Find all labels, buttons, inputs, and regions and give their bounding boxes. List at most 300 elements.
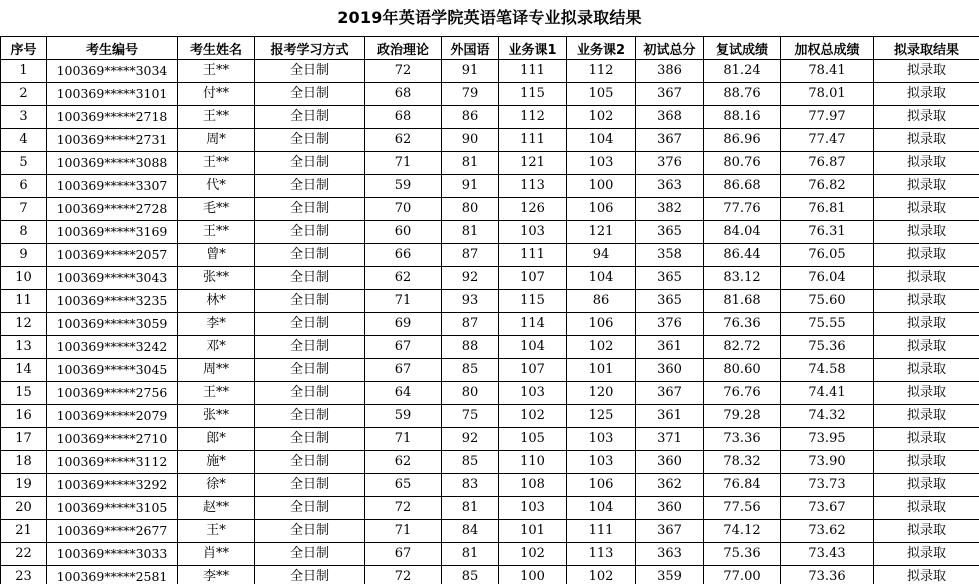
cell-politics: 67 — [365, 543, 442, 566]
cell-candidate-id: 100369*****3043 — [47, 267, 178, 290]
cell-foreign-language: 75 — [442, 405, 499, 428]
cell-candidate-id: 100369*****3034 — [47, 60, 178, 83]
cell-index: 11 — [1, 290, 47, 313]
cell-prelim-total: 386 — [636, 60, 704, 83]
cell-weighted-total: 75.36 — [781, 336, 874, 359]
cell-prelim-total: 367 — [636, 129, 704, 152]
cell-name: 徐* — [178, 474, 255, 497]
cell-prelim-total: 361 — [636, 336, 704, 359]
cell-study-mode: 全日制 — [255, 382, 365, 405]
cell-weighted-total: 74.58 — [781, 359, 874, 382]
cell-foreign-language: 90 — [442, 129, 499, 152]
cell-retest-score: 78.32 — [704, 451, 781, 474]
cell-study-mode: 全日制 — [255, 405, 365, 428]
table-row — [1, 129, 979, 152]
cell-course-1: 121 — [499, 152, 567, 175]
cell-foreign-language: 92 — [442, 267, 499, 290]
cell-foreign-language: 88 — [442, 336, 499, 359]
cell-candidate-id: 100369*****2710 — [47, 428, 178, 451]
cell-study-mode: 全日制 — [255, 221, 365, 244]
cell-foreign-language: 80 — [442, 198, 499, 221]
cell-foreign-language: 85 — [442, 566, 499, 584]
cell-result: 拟录取 — [874, 290, 979, 313]
cell-foreign-language: 80 — [442, 382, 499, 405]
cell-name: 王* — [178, 520, 255, 543]
cell-result: 拟录取 — [874, 221, 979, 244]
cell-course-2: 86 — [567, 290, 636, 313]
cell-retest-score: 73.36 — [704, 428, 781, 451]
cell-weighted-total: 73.73 — [781, 474, 874, 497]
cell-index: 6 — [1, 175, 47, 198]
table-header — [1, 37, 979, 60]
cell-course-1: 115 — [499, 290, 567, 313]
cell-retest-score: 77.00 — [704, 566, 781, 584]
table-row — [1, 152, 979, 175]
cell-weighted-total: 75.55 — [781, 313, 874, 336]
cell-prelim-total: 367 — [636, 83, 704, 106]
cell-weighted-total: 77.47 — [781, 129, 874, 152]
cell-index: 7 — [1, 198, 47, 221]
cell-index: 4 — [1, 129, 47, 152]
cell-index: 15 — [1, 382, 47, 405]
cell-candidate-id: 100369*****3235 — [47, 290, 178, 313]
header-row — [1, 37, 979, 60]
cell-course-1: 111 — [499, 129, 567, 152]
cell-name: 施* — [178, 451, 255, 474]
cell-weighted-total: 78.01 — [781, 83, 874, 106]
cell-course-1: 113 — [499, 175, 567, 198]
cell-foreign-language: 85 — [442, 451, 499, 474]
col-header-candidate-id: 考生编号 — [47, 37, 178, 60]
cell-index: 10 — [1, 267, 47, 290]
cell-prelim-total: 359 — [636, 566, 704, 584]
cell-course-2: 106 — [567, 313, 636, 336]
cell-politics: 70 — [365, 198, 442, 221]
cell-politics: 71 — [365, 428, 442, 451]
cell-politics: 59 — [365, 405, 442, 428]
col-header-weighted-total: 加权总成绩 — [781, 37, 874, 60]
cell-prelim-total: 368 — [636, 106, 704, 129]
cell-course-2: 101 — [567, 359, 636, 382]
cell-course-2: 103 — [567, 428, 636, 451]
cell-politics: 72 — [365, 497, 442, 520]
cell-candidate-id: 100369*****2728 — [47, 198, 178, 221]
cell-course-2: 102 — [567, 336, 636, 359]
cell-candidate-id: 100369*****3045 — [47, 359, 178, 382]
cell-course-1: 111 — [499, 244, 567, 267]
cell-weighted-total: 74.32 — [781, 405, 874, 428]
cell-foreign-language: 85 — [442, 359, 499, 382]
cell-index: 20 — [1, 497, 47, 520]
col-header-foreign-language: 外国语 — [442, 37, 499, 60]
cell-retest-score: 88.76 — [704, 83, 781, 106]
cell-result: 拟录取 — [874, 359, 979, 382]
cell-retest-score: 81.24 — [704, 60, 781, 83]
col-header-name: 考生姓名 — [178, 37, 255, 60]
table-row — [1, 336, 979, 359]
cell-course-2: 106 — [567, 198, 636, 221]
cell-study-mode: 全日制 — [255, 451, 365, 474]
cell-course-2: 112 — [567, 60, 636, 83]
cell-course-2: 125 — [567, 405, 636, 428]
cell-name: 肖** — [178, 543, 255, 566]
cell-retest-score: 82.72 — [704, 336, 781, 359]
cell-retest-score: 77.76 — [704, 198, 781, 221]
cell-weighted-total: 76.81 — [781, 198, 874, 221]
cell-retest-score: 75.36 — [704, 543, 781, 566]
cell-foreign-language: 84 — [442, 520, 499, 543]
cell-study-mode: 全日制 — [255, 336, 365, 359]
cell-study-mode: 全日制 — [255, 359, 365, 382]
col-header-course-1: 业务课1 — [499, 37, 567, 60]
cell-retest-score: 77.56 — [704, 497, 781, 520]
cell-prelim-total: 362 — [636, 474, 704, 497]
cell-study-mode: 全日制 — [255, 175, 365, 198]
cell-politics: 66 — [365, 244, 442, 267]
cell-foreign-language: 91 — [442, 175, 499, 198]
cell-study-mode: 全日制 — [255, 313, 365, 336]
cell-index: 14 — [1, 359, 47, 382]
cell-candidate-id: 100369*****3088 — [47, 152, 178, 175]
table-row — [1, 244, 979, 267]
table-row — [1, 543, 979, 566]
cell-course-1: 104 — [499, 336, 567, 359]
cell-prelim-total: 358 — [636, 244, 704, 267]
cell-name: 邓* — [178, 336, 255, 359]
cell-prelim-total: 363 — [636, 543, 704, 566]
cell-study-mode: 全日制 — [255, 428, 365, 451]
cell-course-1: 107 — [499, 359, 567, 382]
cell-index: 16 — [1, 405, 47, 428]
cell-prelim-total: 363 — [636, 175, 704, 198]
cell-politics: 71 — [365, 152, 442, 175]
cell-name: 张** — [178, 405, 255, 428]
cell-prelim-total: 376 — [636, 313, 704, 336]
cell-prelim-total: 360 — [636, 451, 704, 474]
cell-study-mode: 全日制 — [255, 244, 365, 267]
cell-name: 周* — [178, 129, 255, 152]
cell-foreign-language: 81 — [442, 152, 499, 175]
cell-prelim-total: 367 — [636, 520, 704, 543]
cell-politics: 67 — [365, 359, 442, 382]
cell-name: 代* — [178, 175, 255, 198]
cell-course-2: 106 — [567, 474, 636, 497]
table-row — [1, 313, 979, 336]
cell-index: 9 — [1, 244, 47, 267]
cell-weighted-total: 76.05 — [781, 244, 874, 267]
cell-retest-score: 76.36 — [704, 313, 781, 336]
cell-index: 23 — [1, 566, 47, 584]
table-row — [1, 359, 979, 382]
cell-result: 拟录取 — [874, 474, 979, 497]
cell-prelim-total: 376 — [636, 152, 704, 175]
cell-candidate-id: 100369*****3059 — [47, 313, 178, 336]
cell-prelim-total: 382 — [636, 198, 704, 221]
cell-result: 拟录取 — [874, 336, 979, 359]
cell-course-2: 103 — [567, 152, 636, 175]
cell-name: 林* — [178, 290, 255, 313]
cell-course-1: 110 — [499, 451, 567, 474]
cell-result: 拟录取 — [874, 566, 979, 584]
cell-candidate-id: 100369*****2581 — [47, 566, 178, 584]
cell-index: 17 — [1, 428, 47, 451]
table-row — [1, 221, 979, 244]
table-row — [1, 60, 979, 83]
cell-index: 21 — [1, 520, 47, 543]
cell-candidate-id: 100369*****3101 — [47, 83, 178, 106]
cell-foreign-language: 87 — [442, 313, 499, 336]
cell-course-1: 108 — [499, 474, 567, 497]
cell-politics: 62 — [365, 267, 442, 290]
cell-weighted-total: 73.62 — [781, 520, 874, 543]
cell-name: 赵** — [178, 497, 255, 520]
col-header-index: 序号 — [1, 37, 47, 60]
cell-candidate-id: 100369*****2677 — [47, 520, 178, 543]
cell-course-2: 104 — [567, 497, 636, 520]
cell-prelim-total: 371 — [636, 428, 704, 451]
cell-course-1: 103 — [499, 382, 567, 405]
cell-result: 拟录取 — [874, 451, 979, 474]
cell-retest-score: 79.28 — [704, 405, 781, 428]
cell-course-2: 120 — [567, 382, 636, 405]
cell-foreign-language: 81 — [442, 543, 499, 566]
cell-weighted-total: 76.04 — [781, 267, 874, 290]
cell-politics: 62 — [365, 451, 442, 474]
cell-course-1: 102 — [499, 405, 567, 428]
cell-name: 王** — [178, 221, 255, 244]
cell-name: 周** — [178, 359, 255, 382]
cell-candidate-id: 100369*****3112 — [47, 451, 178, 474]
cell-retest-score: 83.12 — [704, 267, 781, 290]
cell-course-1: 111 — [499, 60, 567, 83]
table-row — [1, 520, 979, 543]
cell-index: 2 — [1, 83, 47, 106]
cell-course-1: 103 — [499, 497, 567, 520]
cell-prelim-total: 365 — [636, 267, 704, 290]
cell-result: 拟录取 — [874, 175, 979, 198]
cell-course-1: 126 — [499, 198, 567, 221]
cell-candidate-id: 100369*****3169 — [47, 221, 178, 244]
cell-retest-score: 86.44 — [704, 244, 781, 267]
cell-retest-score: 76.84 — [704, 474, 781, 497]
cell-study-mode: 全日制 — [255, 60, 365, 83]
cell-study-mode: 全日制 — [255, 566, 365, 584]
cell-name: 李* — [178, 313, 255, 336]
cell-weighted-total: 76.87 — [781, 152, 874, 175]
cell-name: 曾* — [178, 244, 255, 267]
admission-results-table — [0, 36, 979, 584]
cell-candidate-id: 100369*****3033 — [47, 543, 178, 566]
cell-course-1: 112 — [499, 106, 567, 129]
cell-politics: 67 — [365, 336, 442, 359]
cell-course-1: 101 — [499, 520, 567, 543]
cell-politics: 65 — [365, 474, 442, 497]
cell-index: 19 — [1, 474, 47, 497]
cell-weighted-total: 76.31 — [781, 221, 874, 244]
cell-weighted-total: 76.82 — [781, 175, 874, 198]
cell-retest-score: 76.76 — [704, 382, 781, 405]
table-row — [1, 267, 979, 290]
cell-retest-score: 88.16 — [704, 106, 781, 129]
cell-index: 8 — [1, 221, 47, 244]
cell-politics: 62 — [365, 129, 442, 152]
table-row — [1, 198, 979, 221]
cell-foreign-language: 87 — [442, 244, 499, 267]
cell-foreign-language: 79 — [442, 83, 499, 106]
cell-weighted-total: 73.36 — [781, 566, 874, 584]
cell-foreign-language: 83 — [442, 474, 499, 497]
cell-course-2: 113 — [567, 543, 636, 566]
cell-course-2: 102 — [567, 566, 636, 584]
table-row — [1, 106, 979, 129]
cell-prelim-total: 360 — [636, 359, 704, 382]
cell-name: 王** — [178, 60, 255, 83]
table-row — [1, 451, 979, 474]
cell-weighted-total: 75.60 — [781, 290, 874, 313]
cell-study-mode: 全日制 — [255, 543, 365, 566]
cell-index: 12 — [1, 313, 47, 336]
cell-candidate-id: 100369*****2718 — [47, 106, 178, 129]
cell-index: 13 — [1, 336, 47, 359]
cell-name: 李** — [178, 566, 255, 584]
cell-result: 拟录取 — [874, 83, 979, 106]
cell-prelim-total: 367 — [636, 382, 704, 405]
cell-result: 拟录取 — [874, 129, 979, 152]
table-row — [1, 290, 979, 313]
cell-candidate-id: 100369*****2057 — [47, 244, 178, 267]
cell-course-2: 94 — [567, 244, 636, 267]
col-header-politics: 政治理论 — [365, 37, 442, 60]
cell-study-mode: 全日制 — [255, 474, 365, 497]
cell-candidate-id: 100369*****3242 — [47, 336, 178, 359]
cell-prelim-total: 361 — [636, 405, 704, 428]
cell-politics: 71 — [365, 520, 442, 543]
cell-index: 3 — [1, 106, 47, 129]
cell-politics: 72 — [365, 60, 442, 83]
cell-retest-score: 86.68 — [704, 175, 781, 198]
cell-foreign-language: 92 — [442, 428, 499, 451]
cell-study-mode: 全日制 — [255, 267, 365, 290]
cell-candidate-id: 100369*****2079 — [47, 405, 178, 428]
cell-study-mode: 全日制 — [255, 290, 365, 313]
cell-name: 王** — [178, 152, 255, 175]
cell-index: 18 — [1, 451, 47, 474]
cell-politics: 68 — [365, 106, 442, 129]
cell-course-2: 111 — [567, 520, 636, 543]
cell-politics: 60 — [365, 221, 442, 244]
cell-index: 22 — [1, 543, 47, 566]
cell-course-1: 114 — [499, 313, 567, 336]
cell-course-1: 105 — [499, 428, 567, 451]
cell-study-mode: 全日制 — [255, 83, 365, 106]
cell-foreign-language: 93 — [442, 290, 499, 313]
cell-foreign-language: 81 — [442, 497, 499, 520]
cell-course-1: 103 — [499, 221, 567, 244]
cell-result: 拟录取 — [874, 520, 979, 543]
cell-result: 拟录取 — [874, 405, 979, 428]
cell-foreign-language: 81 — [442, 221, 499, 244]
table-row — [1, 474, 979, 497]
cell-course-1: 107 — [499, 267, 567, 290]
cell-study-mode: 全日制 — [255, 106, 365, 129]
cell-prelim-total: 365 — [636, 221, 704, 244]
cell-candidate-id: 100369*****2756 — [47, 382, 178, 405]
cell-weighted-total: 78.41 — [781, 60, 874, 83]
table-row — [1, 175, 979, 198]
cell-retest-score: 81.68 — [704, 290, 781, 313]
table-row — [1, 428, 979, 451]
cell-course-1: 115 — [499, 83, 567, 106]
cell-course-2: 103 — [567, 451, 636, 474]
cell-retest-score: 74.12 — [704, 520, 781, 543]
cell-result: 拟录取 — [874, 198, 979, 221]
cell-name: 张** — [178, 267, 255, 290]
cell-politics: 72 — [365, 566, 442, 584]
cell-result: 拟录取 — [874, 382, 979, 405]
cell-index: 1 — [1, 60, 47, 83]
col-header-course-2: 业务课2 — [567, 37, 636, 60]
cell-course-1: 100 — [499, 566, 567, 584]
cell-result: 拟录取 — [874, 267, 979, 290]
cell-foreign-language: 91 — [442, 60, 499, 83]
cell-result: 拟录取 — [874, 313, 979, 336]
cell-course-2: 104 — [567, 129, 636, 152]
cell-name: 付** — [178, 83, 255, 106]
cell-course-2: 104 — [567, 267, 636, 290]
cell-politics: 68 — [365, 83, 442, 106]
cell-name: 毛** — [178, 198, 255, 221]
col-header-result: 拟录取结果 — [874, 37, 979, 60]
cell-foreign-language: 86 — [442, 106, 499, 129]
cell-name: 王** — [178, 106, 255, 129]
cell-candidate-id: 100369*****3105 — [47, 497, 178, 520]
cell-course-2: 102 — [567, 106, 636, 129]
table-row — [1, 566, 979, 584]
cell-candidate-id: 100369*****3307 — [47, 175, 178, 198]
cell-study-mode: 全日制 — [255, 497, 365, 520]
cell-study-mode: 全日制 — [255, 198, 365, 221]
cell-retest-score: 80.60 — [704, 359, 781, 382]
cell-politics: 59 — [365, 175, 442, 198]
cell-result: 拟录取 — [874, 152, 979, 175]
cell-name: 王** — [178, 382, 255, 405]
document-title: 2019年英语学院英语笔译专业拟录取结果 — [337, 8, 642, 27]
cell-result: 拟录取 — [874, 497, 979, 520]
cell-course-2: 100 — [567, 175, 636, 198]
table-body — [1, 60, 979, 584]
cell-retest-score: 80.76 — [704, 152, 781, 175]
cell-politics: 64 — [365, 382, 442, 405]
cell-weighted-total: 73.90 — [781, 451, 874, 474]
cell-result: 拟录取 — [874, 428, 979, 451]
cell-course-1: 102 — [499, 543, 567, 566]
cell-prelim-total: 365 — [636, 290, 704, 313]
cell-study-mode: 全日制 — [255, 129, 365, 152]
cell-course-2: 105 — [567, 83, 636, 106]
col-header-prelim-total: 初试总分 — [636, 37, 704, 60]
cell-result: 拟录取 — [874, 244, 979, 267]
cell-politics: 71 — [365, 290, 442, 313]
cell-course-2: 121 — [567, 221, 636, 244]
cell-retest-score: 86.96 — [704, 129, 781, 152]
cell-study-mode: 全日制 — [255, 152, 365, 175]
cell-study-mode: 全日制 — [255, 520, 365, 543]
col-header-retest-score: 复试成绩 — [704, 37, 781, 60]
cell-prelim-total: 360 — [636, 497, 704, 520]
cell-result: 拟录取 — [874, 60, 979, 83]
cell-politics: 69 — [365, 313, 442, 336]
cell-candidate-id: 100369*****2731 — [47, 129, 178, 152]
